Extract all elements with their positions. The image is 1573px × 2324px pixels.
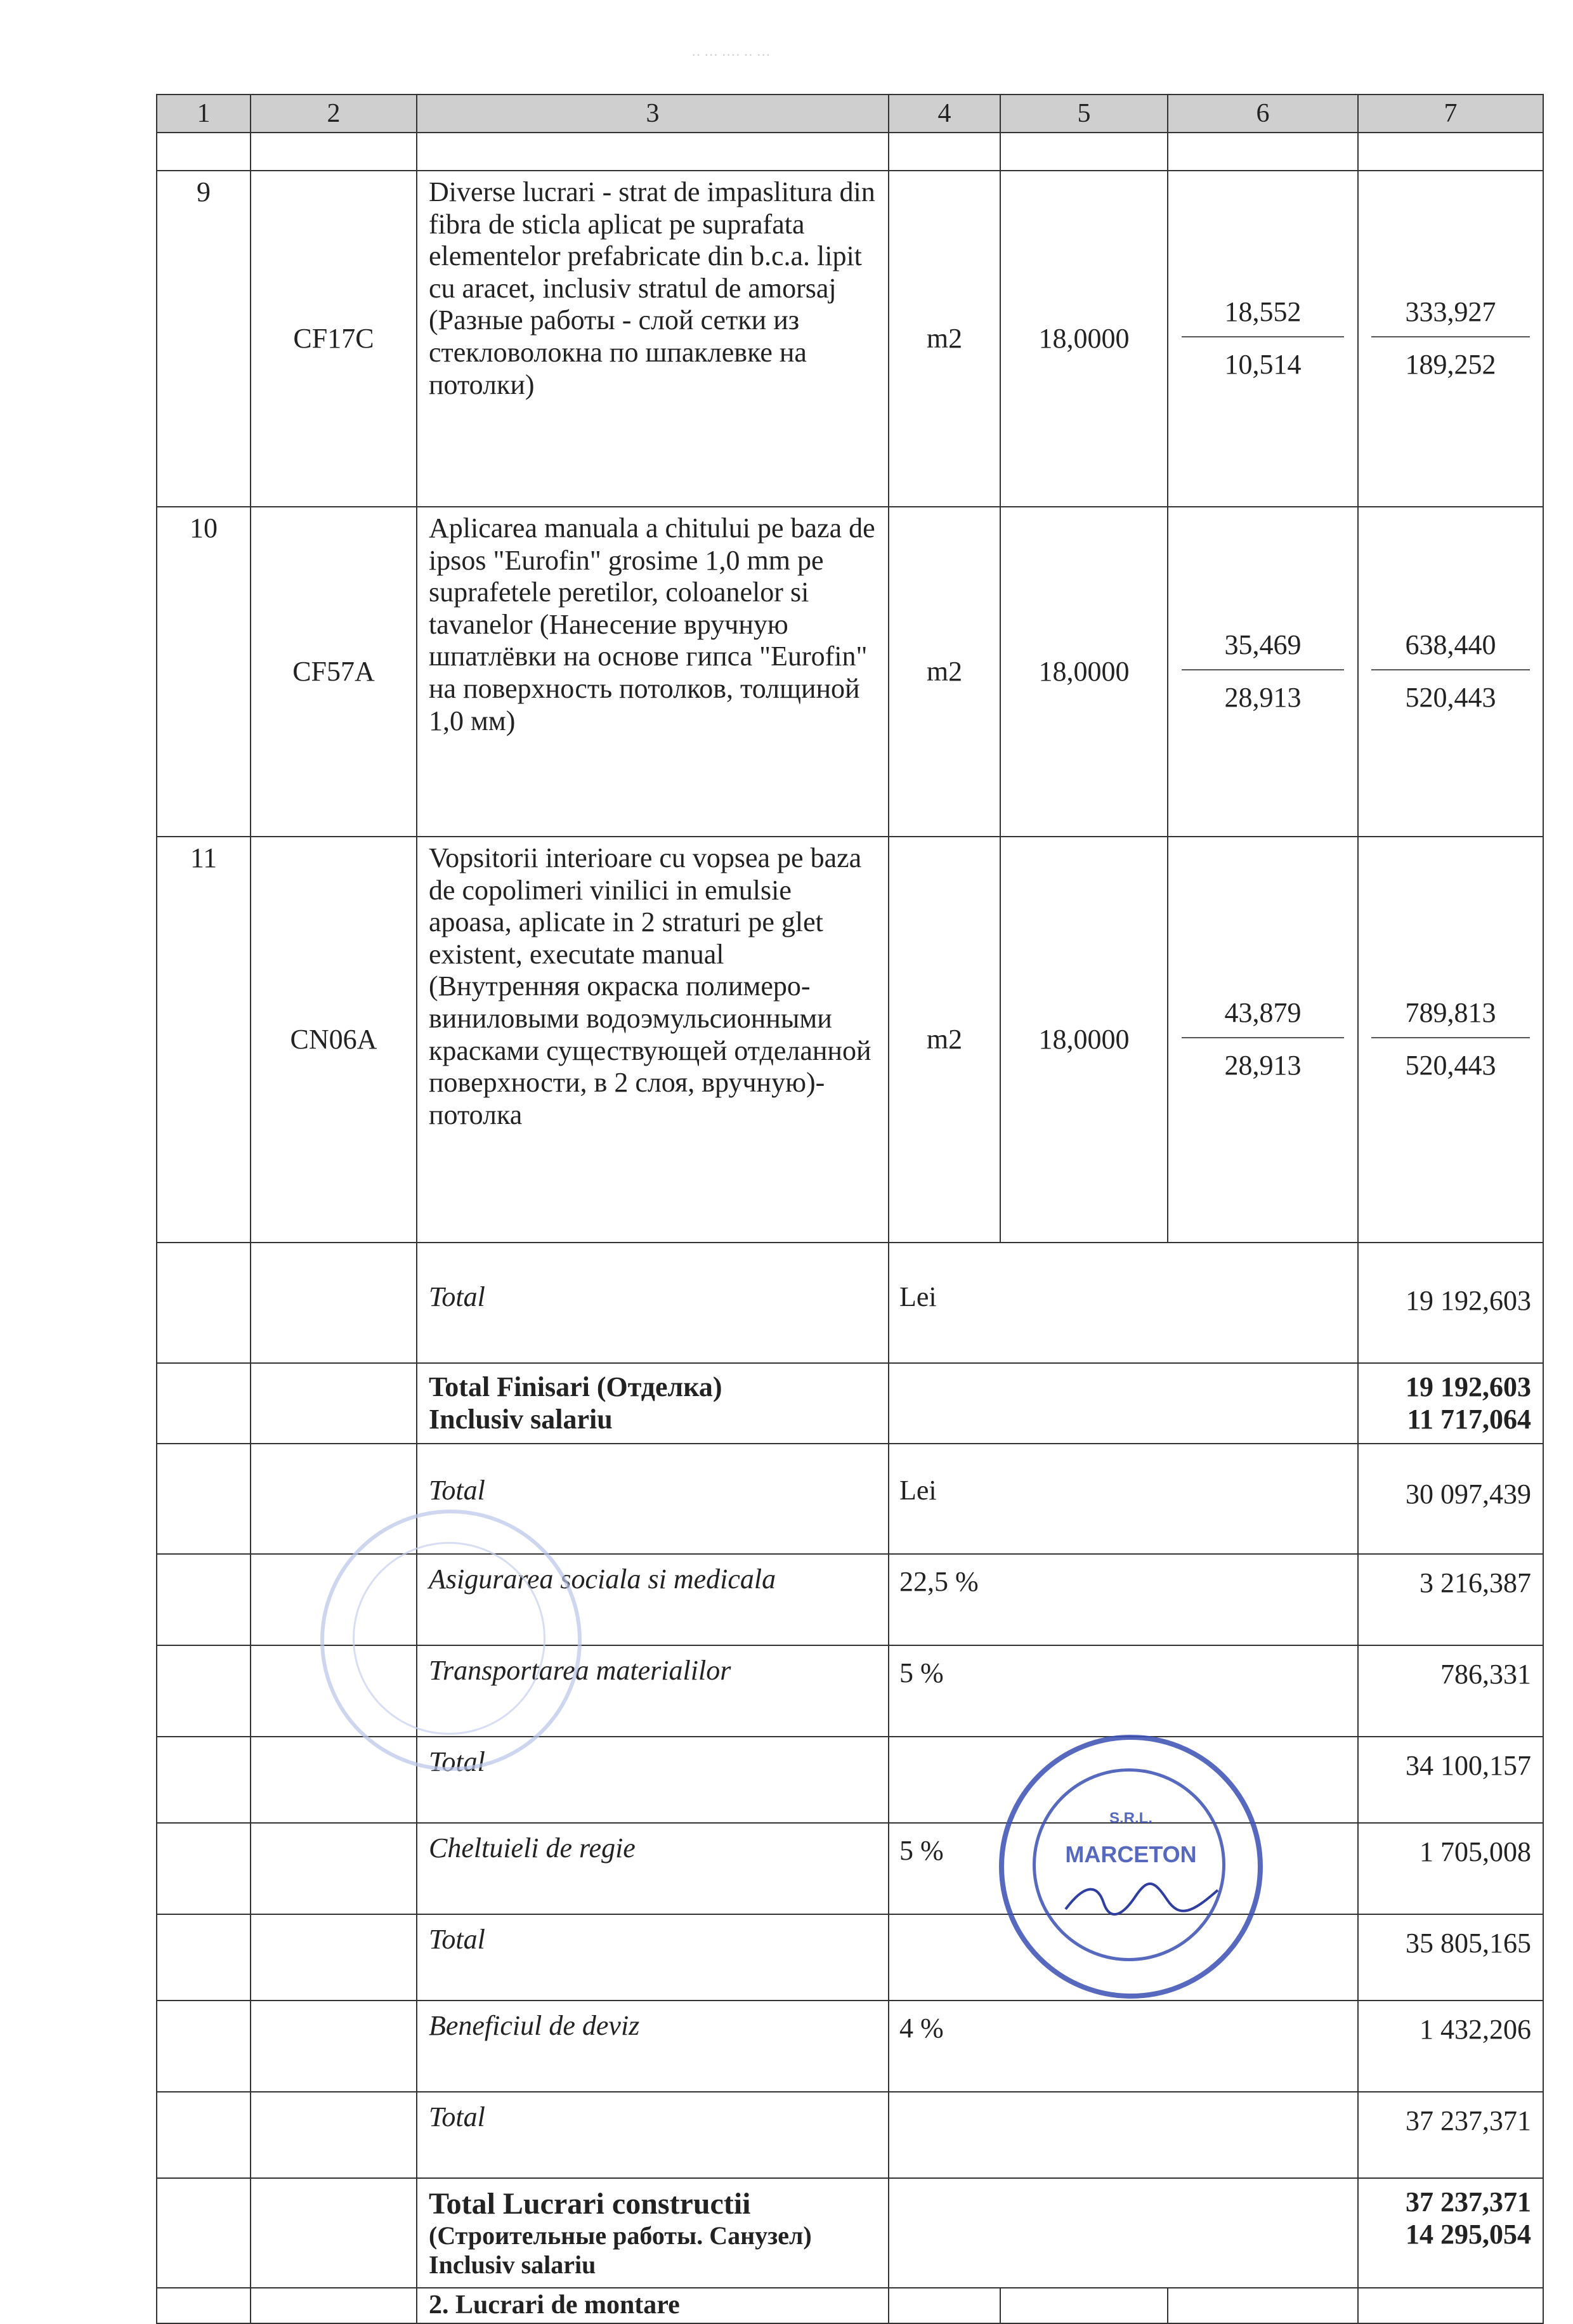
item-row-9	[157, 171, 1543, 507]
total-salary: 520,443	[1371, 1037, 1529, 1082]
finisari-salary: 11 717,064	[1407, 1403, 1531, 1435]
item-quantity: 18,0000	[1000, 837, 1168, 1243]
item-total-cost	[1358, 837, 1543, 1243]
section-title: 2. Lucrari de montare	[417, 2288, 889, 2323]
profit-row	[157, 2001, 1543, 2092]
company-stamp	[999, 1735, 1263, 1999]
item-total-cost	[1358, 507, 1543, 837]
item-code: CF57A	[251, 507, 417, 837]
total-currency: Lei	[889, 1444, 1358, 1554]
construction-title: Total Lucrari constructii	[429, 2187, 751, 2221]
signature	[1059, 1877, 1224, 1922]
total-value: 37 237,371	[1358, 2092, 1543, 2178]
construction-label	[417, 2178, 889, 2288]
construction-salary-label: Inclusiv salariu	[429, 2250, 596, 2280]
construction-salary: 14 295,054	[1406, 2218, 1531, 2250]
construction-subtitle: (Строительные работы. Санузел)	[429, 2221, 812, 2250]
item-description: Aplicarea manuala a chitului pe baza de ipsos "Eurofin" grosime 1,0 mm pe suprafetele peretilor, coloanelor si tavanelor (Нанесение вручную шпатлёвки на основе гипса "Eurofin" на поверхность потолков, толщиной 1,0 мм)	[417, 507, 889, 837]
social-rate: 22,5 %	[889, 1554, 1358, 1645]
header-col-1: 1	[157, 95, 251, 133]
total-currency: Lei	[889, 1243, 1358, 1363]
header-col-6: 6	[1168, 95, 1358, 133]
header-col-7: 7	[1358, 95, 1543, 133]
finisari-salary-label: Inclusiv salariu	[429, 1403, 613, 1435]
total-value: 30 097,439	[1358, 1444, 1543, 1554]
item-quantity: 18,0000	[1000, 171, 1168, 507]
header-col-2: 2	[251, 95, 417, 133]
item-description: Vopsitorii interioare cu vopsea pe baza de copolimeri vinilici in emulsie apoasa, aplicate in 2 straturi pe glet existent, executate manual (Внутренняя окраска полимеро-виниловыми водоэмульсионными красками существующей отделанной поверхности, в 2 слоя, вручную)- потолка	[417, 837, 889, 1243]
transport-label: Transportarea materialilor	[417, 1645, 889, 1737]
unit-salary: 10,514	[1182, 336, 1344, 381]
unit-salary: 28,913	[1182, 669, 1344, 714]
total-row	[157, 1243, 1543, 1363]
item-unit-cost	[1168, 837, 1358, 1243]
transport-rate: 5 %	[889, 1645, 1358, 1737]
finisari-values	[1358, 1363, 1543, 1444]
item-code: CF17C	[251, 171, 417, 507]
social-value: 3 216,387	[1358, 1554, 1543, 1645]
total-row	[157, 1444, 1543, 1554]
header-col-3: 3	[417, 95, 889, 133]
transport-value: 786,331	[1358, 1645, 1543, 1737]
total-value: 35 805,165	[1358, 1914, 1543, 2001]
stamp-srl: S.R.L.	[1109, 1810, 1152, 1827]
item-total-cost	[1358, 171, 1543, 507]
unit-salary: 28,913	[1182, 1037, 1344, 1082]
item-number: 10	[157, 507, 251, 837]
total-row	[157, 2092, 1543, 2178]
unit-price: 18,552	[1224, 296, 1302, 328]
total-label: Total	[417, 1737, 889, 1823]
header-col-4: 4	[889, 95, 1000, 133]
unit-price: 35,469	[1224, 629, 1302, 661]
item-row-11	[157, 837, 1543, 1243]
construction-total-row	[157, 2178, 1543, 2288]
overhead-row	[157, 1823, 1543, 1914]
total-row	[157, 1737, 1543, 1823]
profit-rate: 4 %	[889, 2001, 1358, 2092]
item-number: 11	[157, 837, 251, 1243]
total-salary: 520,443	[1371, 669, 1529, 714]
header-col-5: 5	[1000, 95, 1168, 133]
total-price: 789,813	[1405, 997, 1496, 1029]
spacer-row	[157, 133, 1543, 171]
unit-price: 43,879	[1224, 997, 1302, 1029]
item-row-10	[157, 507, 1543, 837]
item-unit: m2	[889, 171, 1000, 507]
item-code: CN06A	[251, 837, 417, 1243]
total-label: Total	[417, 2092, 889, 2178]
item-unit: m2	[889, 837, 1000, 1243]
finisari-total-row	[157, 1363, 1543, 1444]
total-value: 19 192,603	[1358, 1243, 1543, 1363]
construction-values	[1358, 2178, 1543, 2288]
finisari-title: Total Finisari (Отделка)	[429, 1371, 722, 1402]
item-unit-cost	[1168, 171, 1358, 507]
total-value: 34 100,157	[1358, 1737, 1543, 1823]
item-unit: m2	[889, 507, 1000, 837]
construction-value: 37 237,371	[1406, 2186, 1531, 2218]
estimate-table	[156, 94, 1544, 2324]
finisari-label	[417, 1363, 889, 1444]
profit-label: Beneficiul de deviz	[417, 2001, 889, 2092]
overhead-label: Cheltuieli de regie	[417, 1823, 889, 1914]
total-label: Total	[417, 1914, 889, 2001]
section-header-row	[157, 2288, 1543, 2323]
profit-value: 1 432,206	[1358, 2001, 1543, 2092]
scan-artifact-header: ·· ··· ···· ·· ···	[691, 47, 771, 63]
stamp-name: MARCETON	[1065, 1841, 1197, 1867]
total-price: 638,440	[1405, 629, 1496, 661]
total-salary: 189,252	[1371, 336, 1529, 381]
column-number-header	[157, 95, 1543, 133]
total-row	[157, 1914, 1543, 2001]
item-unit-cost	[1168, 507, 1358, 837]
total-price: 333,927	[1405, 296, 1496, 328]
item-number: 9	[157, 171, 251, 507]
total-label: Total	[417, 1444, 889, 1554]
total-label: Total	[417, 1243, 889, 1363]
overhead-value: 1 705,008	[1358, 1823, 1543, 1914]
item-quantity: 18,0000	[1000, 507, 1168, 837]
item-description: Diverse lucrari - strat de impaslitura din fibra de sticla aplicat pe suprafata elementelor prefabricate din b.c.a. lipit cu aracet, inclusiv stratul de amorsaj (Разные работы - слой сетки из стекловолокна по шпаклевке на потолки)	[417, 171, 889, 507]
finisari-value: 19 192,603	[1406, 1371, 1531, 1402]
social-label: Asigurarea sociala si medicala	[417, 1554, 889, 1645]
overhead-rate: 5 %	[889, 1823, 1358, 1914]
faint-stamp	[320, 1510, 582, 1771]
